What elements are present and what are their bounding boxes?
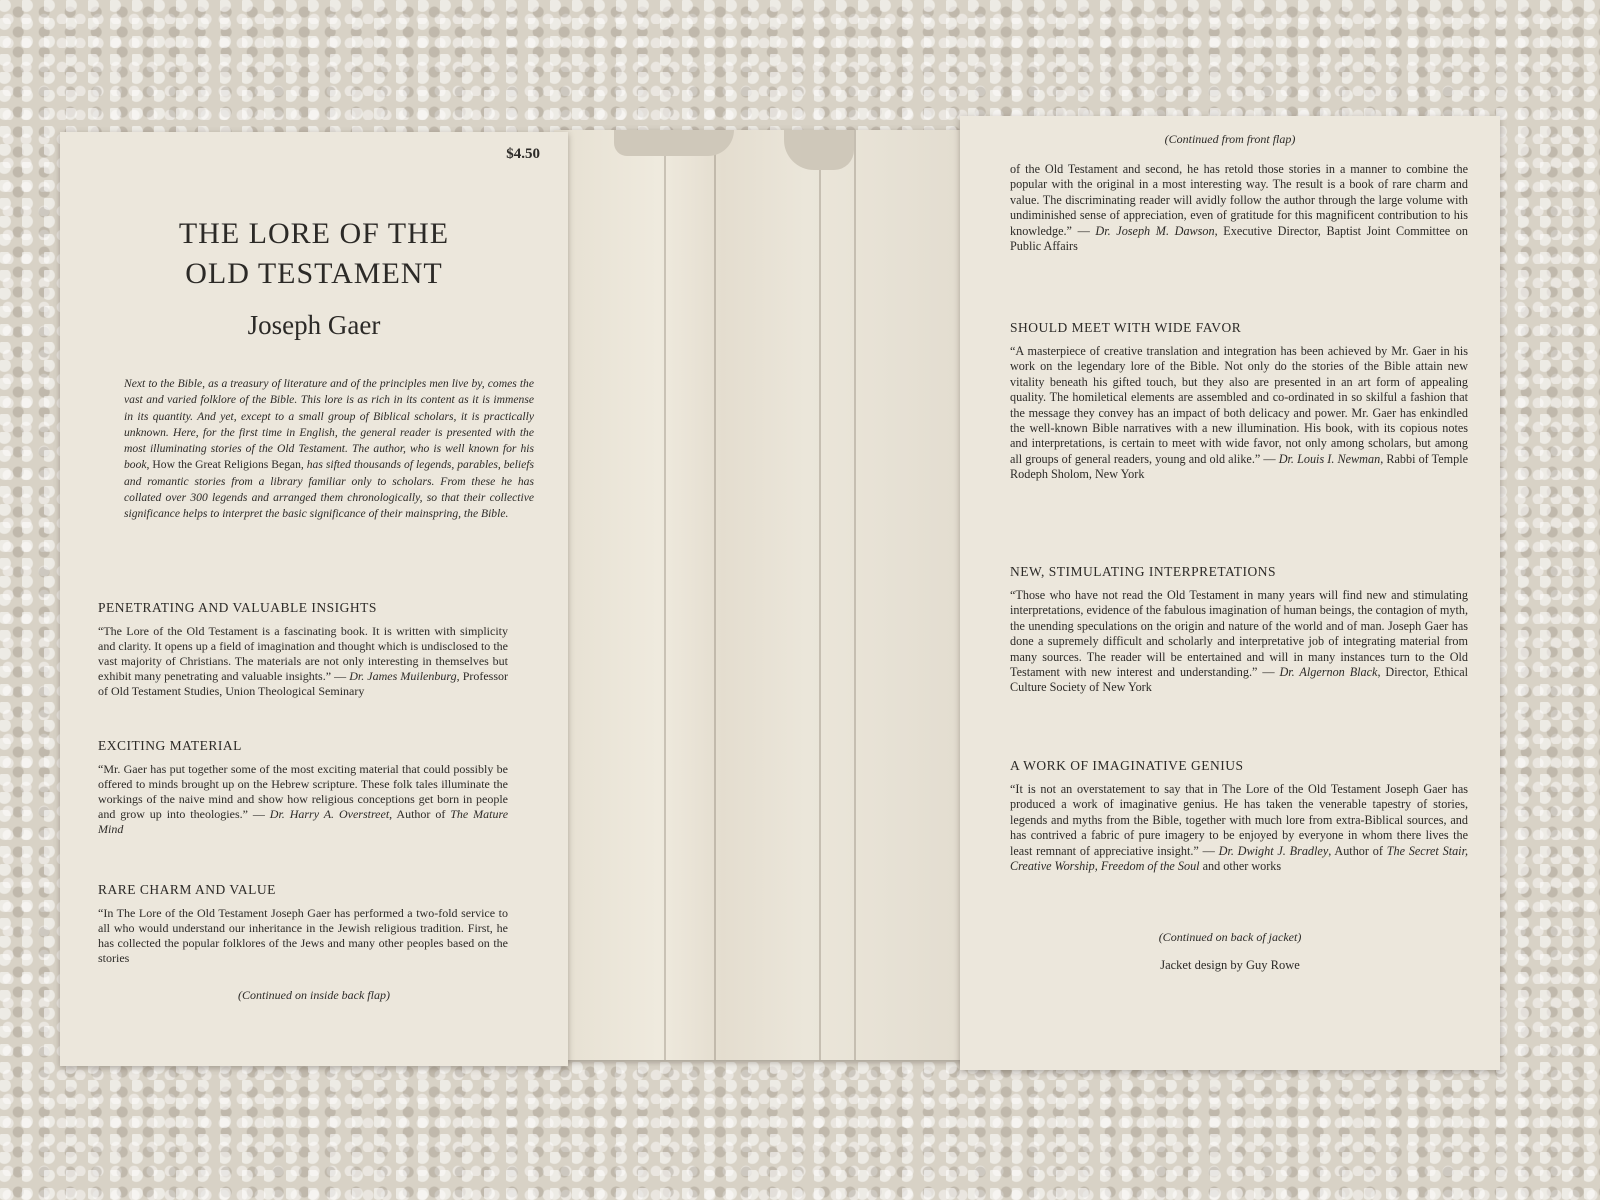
quote-text: “It is not an overstatement to say that in The Lore of the Old Testament Joseph Gaer has produced a work of imaginative genius. He has taken the venerable tapestry of stories, legends and myths from the Bible, together with much lore from extra-Biblical sources, and has contrived a fabric of pure imagery to be enjoyed by everyone in whom there lives the least remnant of appreciative insight.” — (1010, 782, 1468, 858)
torn-edge (784, 130, 854, 170)
blurb-paragraph (124, 376, 534, 523)
quote-text: “A masterpiece of creative translation and integration has been achieved by Mr. Gaer in his work on the legendary lore of the Bible. Not only do the stories of the Bible attain new vitality beneath his gifted touch, but they also are presented in an art form of appealing quality. The homiletical elements are assembled and co-ordinated in so skilful a fashion that the message they convey has an impact of both delicacy and power. Mr. Gaer has enkindled the well-known Bible narratives with a new illumination. His book, with its copious notes and interpretations, is certain to meet with wide favor, not only among scholars, but among all groups of general readers, young and old alike.” — (1010, 344, 1468, 466)
fold-line (819, 130, 821, 1060)
reviewer-title: , Author of (1328, 843, 1387, 858)
blurb-book-title: How the Great Religions Began (152, 458, 301, 472)
review-quote (98, 762, 508, 837)
review-section (98, 882, 508, 966)
torn-edge (614, 130, 734, 156)
reviewer-name: Dr. Harry A. Overstreet (269, 807, 390, 821)
book-title (60, 214, 568, 294)
quote-text: “Mr. Gaer has put together some of the most exciting material that could possibly be offered to minds brought up on the Hebrew scripture. These folk tales illuminate the workings of the naive mind and show how religious conceptions get born in people and grow up into theologies.” — (98, 762, 508, 821)
reviewer-book: The Mature Mind (98, 807, 509, 836)
reviewer-title: , Director, Ethical Culture Society of New York (1010, 665, 1469, 695)
fold-line (714, 130, 716, 1060)
review-quote (98, 624, 508, 699)
title-line-1: THE LORE OF THE (178, 217, 450, 250)
continued-from-note: (Continued from front flap) (1164, 132, 1296, 146)
author-name: Joseph Gaer (247, 310, 381, 340)
fold-line (854, 130, 856, 1060)
title-line-2: OLD TESTAMENT (185, 257, 443, 290)
review-quote: “In The Lore of the Old Testament Joseph Gaer has performed a two-fold service to all who would understand our inheritance in the Jewish religious tradition. First, he has collected the popular folklores of the Jews and many other peoples based on the stories (98, 906, 508, 965)
blurb-text: Next to the Bible, as a treasury of literature and of the principles men live by, comes the vast and varied folklore of the Bible. This lore is as rich in its content as it is immense in its quantity. And yet, except to a small group of Biblical scholars, it is practically unknown. Here, for the first time in English, the general reader is presented with the most illuminating stories of the Old Testament. The author, who is well known for his book, (124, 377, 534, 472)
reviewer-title: , Rabbi of Temple Rodeph Sholom, New York (1010, 451, 1468, 482)
review-quote (1010, 344, 1468, 483)
section-heading: EXCITING MATERIAL (98, 738, 242, 753)
reviewer-name: Dr. Algernon Black (1279, 665, 1378, 680)
section-heading: RARE CHARM AND VALUE (98, 882, 276, 897)
reviewer-name: Dr. James Muilenburg (349, 669, 457, 683)
review-section (1010, 758, 1468, 874)
review-quote (1010, 162, 1468, 254)
jacket-spine (554, 130, 974, 1060)
section-heading: SHOULD MEET WITH WIDE FAVOR (1010, 320, 1242, 335)
review-quote (1010, 588, 1468, 696)
review-section (98, 600, 508, 699)
design-credit: Jacket design by Guy Rowe (1160, 958, 1300, 972)
continued-note: (Continued on inside back flap) (238, 988, 390, 1002)
reviewer-title: , Professor of Old Testament Studies, Union Theological Seminary (98, 669, 509, 698)
dust-jacket (54, 116, 1506, 1076)
section-heading: PENETRATING AND VALUABLE INSIGHTS (98, 600, 377, 615)
review-section (1010, 320, 1468, 483)
back-flap (960, 116, 1500, 1070)
review-continuation (1010, 162, 1468, 254)
reviewer-books: The Secret Stair, Creative Worship, Freedom of the Soul (1010, 843, 1469, 874)
reviewer-name: Dr. Joseph M. Dawson (1095, 223, 1215, 238)
price-label: $4.50 (506, 146, 540, 162)
blurb-text: , has sifted thousands of legends, parables, beliefs and romantic stories from a library familiar only to scholars. From these he has collated over 300 legends and arranged them chronologically, so that their collective significance helps to interpret the basic significance of their mainspring, the Bible. (124, 458, 534, 521)
quote-text: “Those who have not read the Old Testament in many years will find new and stimulating interpretations, evidence of the fabulous imagination of human beings, the contagion of myth, the unending speculations on the origin and nature of the world and of man. Joseph Gaer has done a supremely difficult and scholarly and interpretative job of integrating material from many sources. The reader will be entertained and will in many instances turn to the Old Testament with new interest and understanding.” — (1010, 588, 1468, 680)
review-section (98, 738, 508, 837)
quote-text: of the Old Testament and second, he has retold those stories in a manner to combine the popular with the original in a most interesting way. The result is a book of rare charm and value. The discriminating reader will avidly follow the author through the large volume with undiminished sense of appreciation, even of gratitude for this magnificent contribution to his knowledge.” — (1010, 162, 1468, 238)
reviewer-name: Dr. Louis I. Newman (1278, 451, 1381, 466)
review-quote (1010, 782, 1468, 874)
reviewer-tail: and other works (1199, 859, 1282, 874)
continued-note: (Continued on back of jacket) (1158, 930, 1302, 944)
review-section (1010, 564, 1468, 696)
fold-line (664, 130, 666, 1060)
section-heading: NEW, STIMULATING INTERPRETATIONS (1010, 564, 1277, 579)
reviewer-title: , Executive Director, Baptist Joint Committee on Public Affairs (1010, 223, 1468, 254)
front-flap (60, 132, 568, 1066)
section-heading: A WORK OF IMAGINATIVE GENIUS (1010, 758, 1244, 773)
quote-text: “The Lore of the Old Testament is a fascinating book. It is written with simplicity and clarity. It opens up a field of imagination and thought which is undisclosed to the vast majority of Christians. The materials are not only interesting in themselves but exhibit many penetrating and valuable insights.” — (98, 624, 508, 683)
reviewer-name: Dr. Dwight J. Bradley (1218, 843, 1329, 858)
reviewer-title: , Author of (389, 807, 451, 821)
